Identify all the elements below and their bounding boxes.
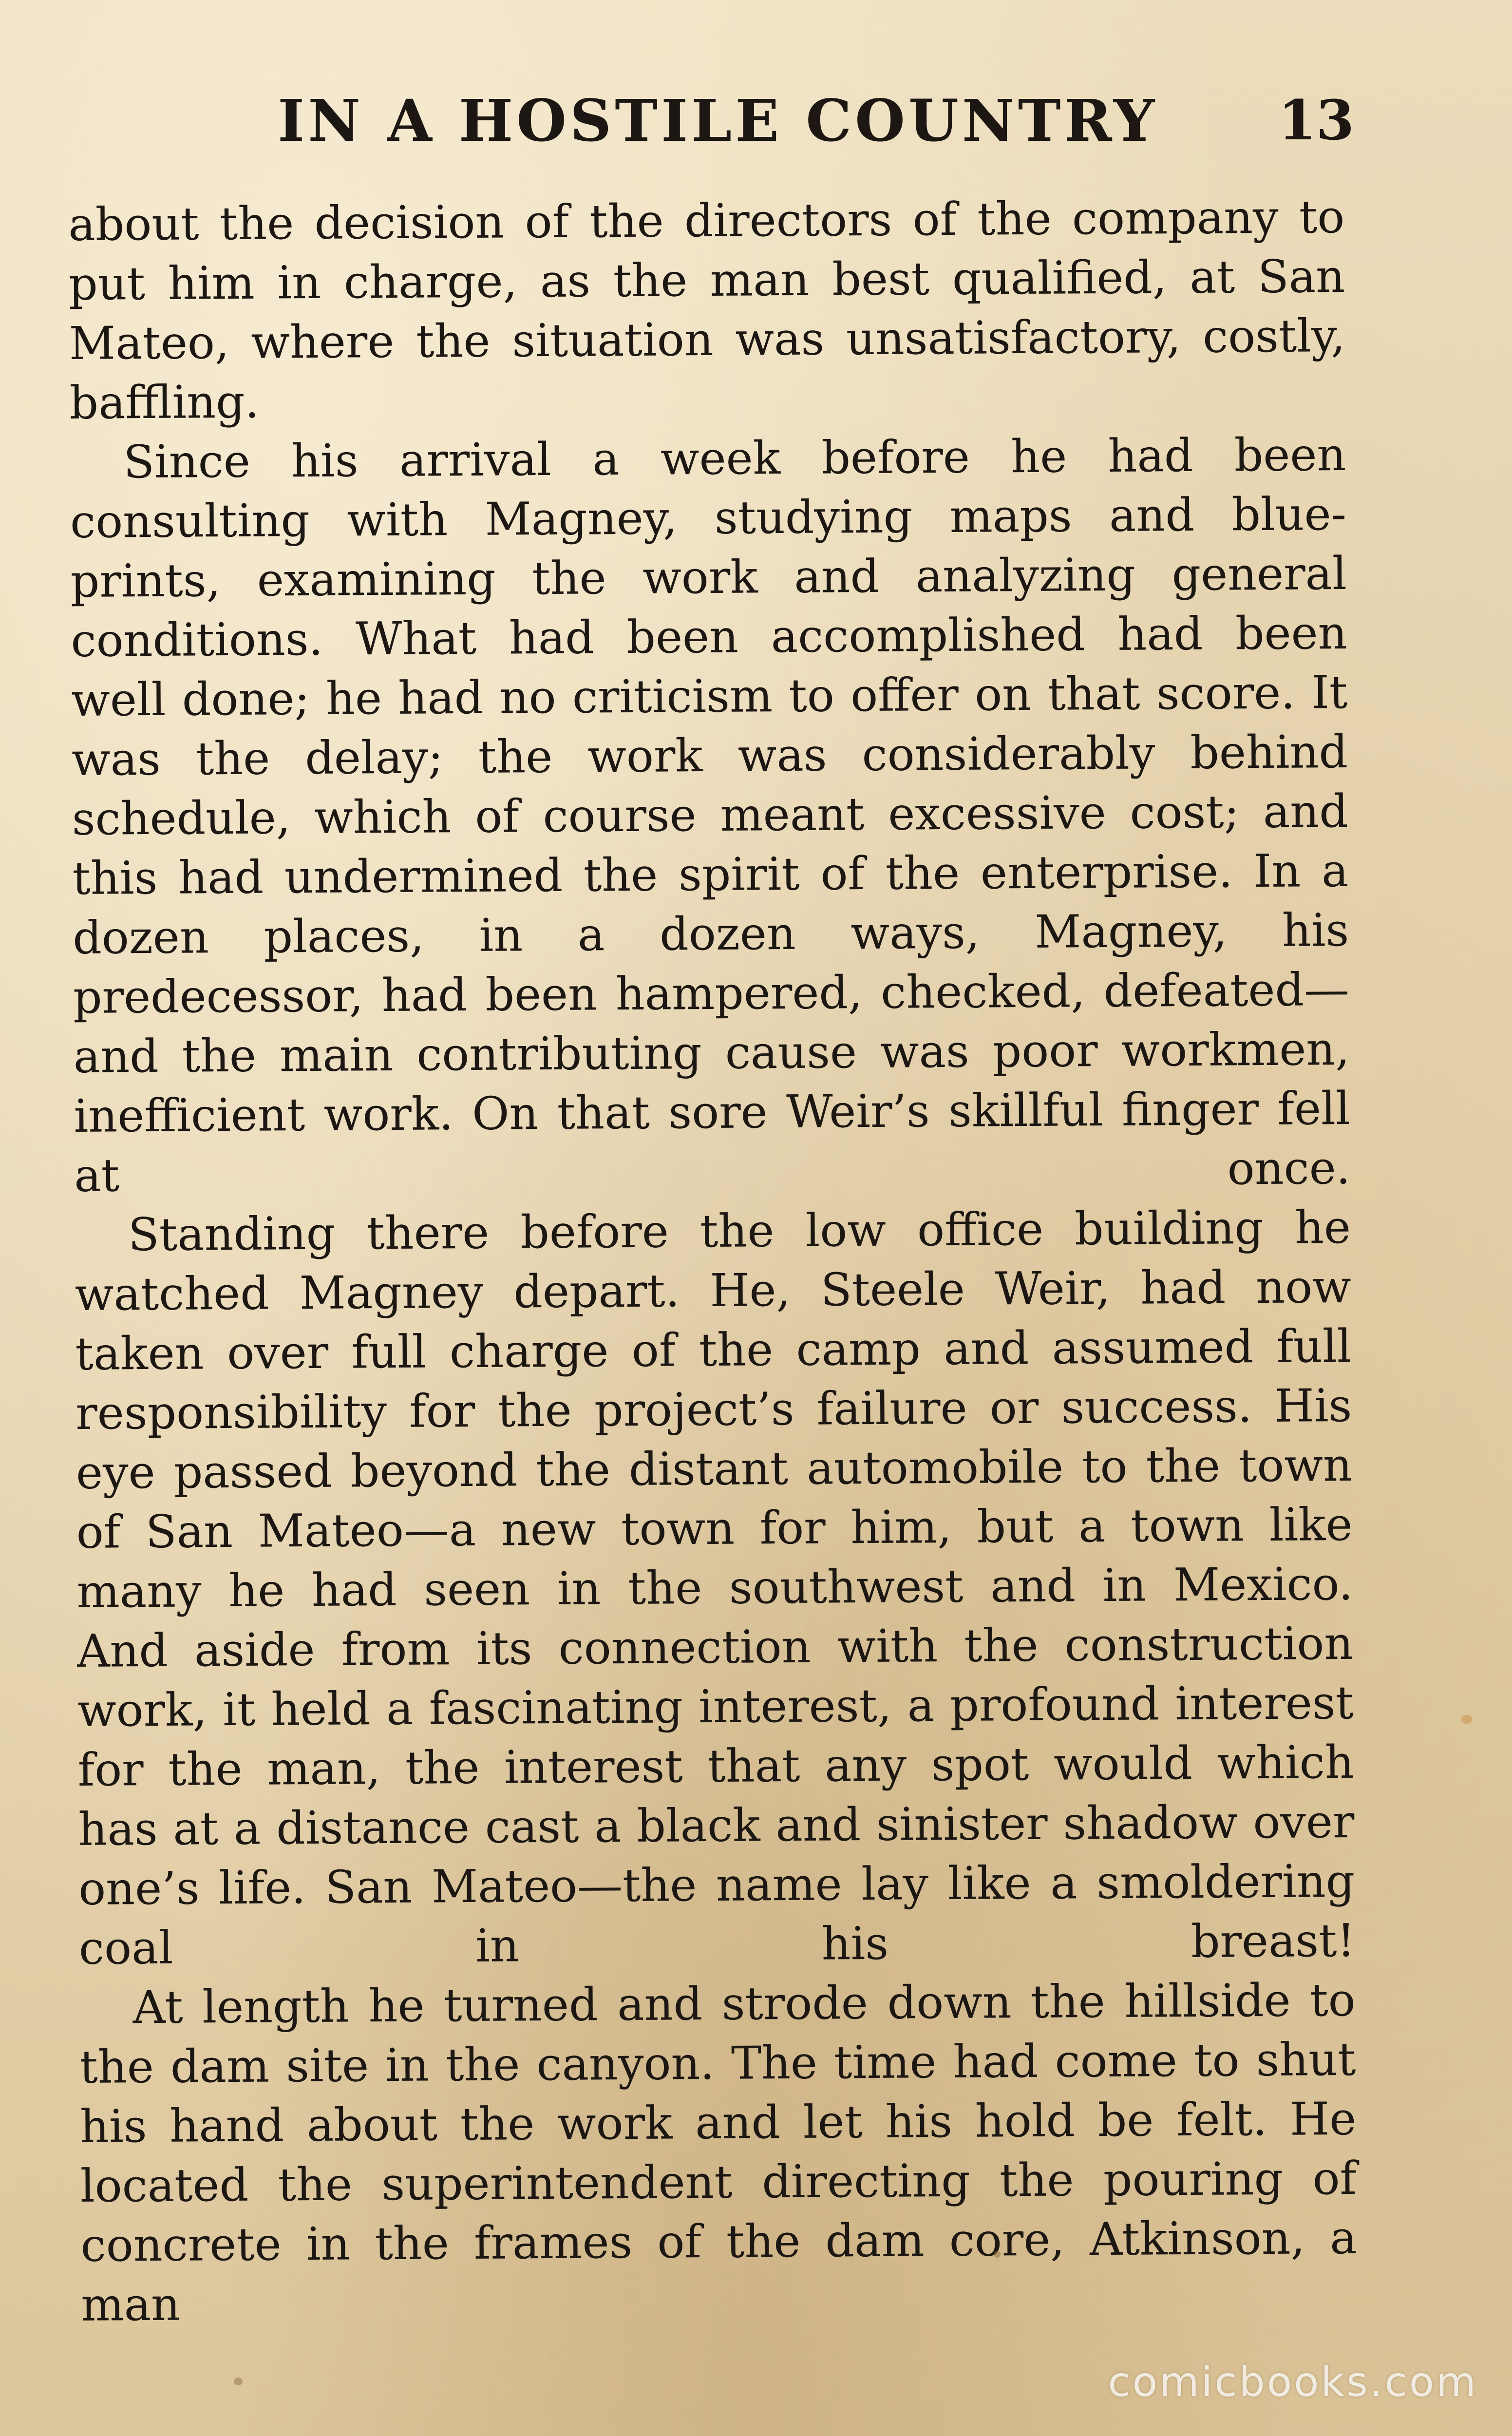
running-head <box>278 87 1354 160</box>
paragraph-4: At length he turned and strode down the hillside to the dam site in the canyon. The time had come to shut his hand about the work and let his hold be felt. He located the superintendent directing the pouring of concrete in the frames of the dam core, Atkinson, a man <box>79 1973 1357 2331</box>
paragraph-3: Standing there before the low office building he watched Magney depart. He, Steele Weir, had now taken over full charge of the camp and assumed full responsibility for the project’s failure or success. His eye passed beyond the distant automobile to the town of San Mateo—a new town for him, but a town like many he had seen in the southwest and in Mexico. And aside from its connection with the construction work, it held a fascinating interest, a profound interest for the man, the interest that any spot would which has at a distance cast a black and sinister shadow over one’s life. San Mateo—the name lay like a smoldering coal in his breast! <box>75 1200 1356 1975</box>
paragraph-2: Since his arrival a week before he had been consulting with Magney, studying maps and blue-prints, examining the work and analyzing general conditions. What had been accomplished had been well done; he had no criticism to offer on that score. It was the delay; the work was considerably behind schedule, which of course meant excessive cost; and this had undermined the spirit of the enterprise. In a dozen places, in a dozen ways, Magney, his predecessor, had been hampered, checked, defeated—and the main contributing cause was poor workmen, inefficient work. On that sore Weir’s skillful finger fell at once. <box>70 428 1351 1202</box>
paper-speck <box>234 2378 243 2385</box>
page-number: 13 <box>1278 89 1354 152</box>
body-text <box>68 187 1358 2335</box>
paragraph-1: about the decision of the directors of the company to put him in charge, as the man best qualified, at San Mateo, where the situation was unsatisfactory, costly, baffling. <box>68 190 1346 429</box>
running-title: IN A HOSTILE COUNTRY <box>278 87 1158 154</box>
paper-speck <box>1461 1715 1472 1724</box>
watermark: comicbooks.com <box>1108 2358 1478 2406</box>
paper-speck <box>994 2251 1001 2258</box>
